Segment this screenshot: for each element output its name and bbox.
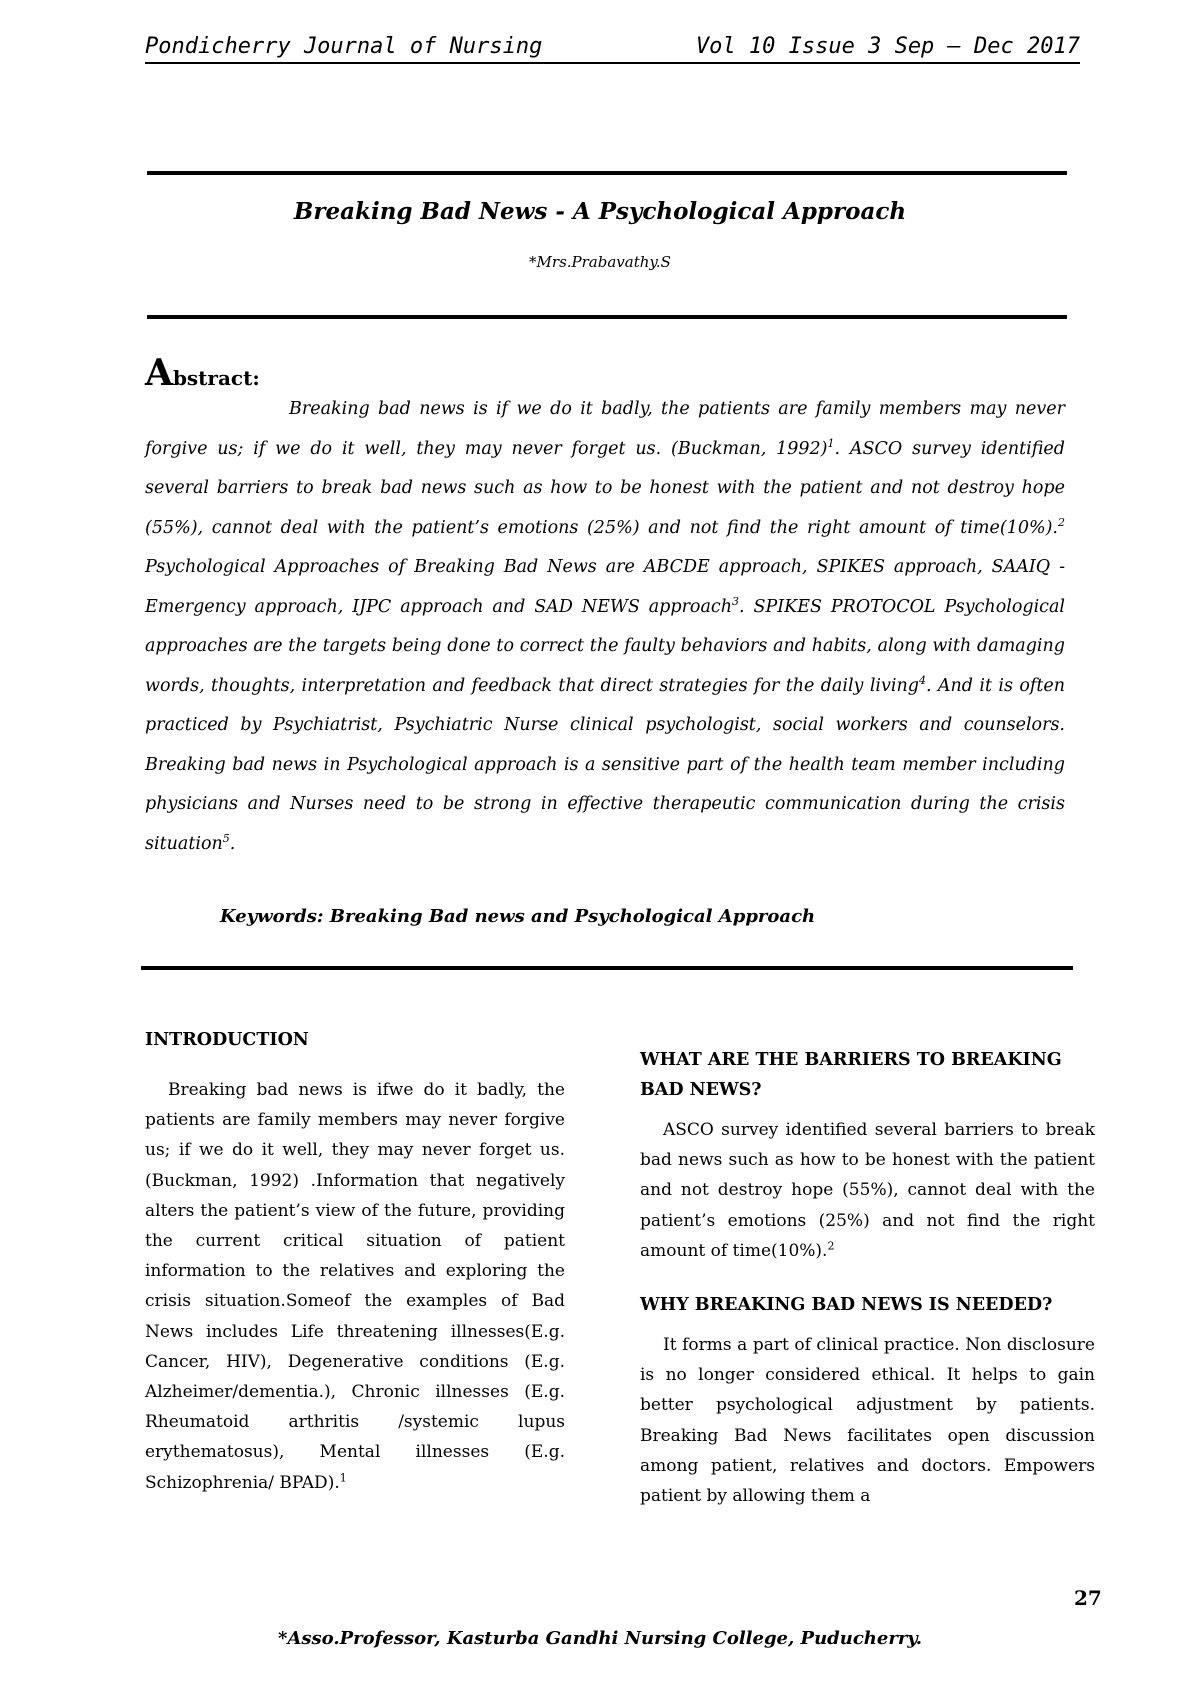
journal-name: Pondicherry Journal of Nursing <box>145 34 543 59</box>
introduction-ref: 1 <box>339 1470 347 1484</box>
abstract-text-5: . And it is often practiced by Psychiatrist, Psychiatric Nurse clinical psychologist, social workers and counselors. Breaking bad news in Psychological approach is a sensitive part of the health team member including physicians and Nurses need to be strong in effective therapeutic communication during the crisis situation <box>145 675 1065 854</box>
barriers-ref: 2 <box>827 1239 835 1253</box>
abstract-ref-3: 3 <box>731 594 739 608</box>
abstract-text-3: Psychological Approaches of Breaking Bad News are ABCDE approach, SPIKES approach, SAAIQ - Emergency approach, IJPC approach and SAD NEWS approach <box>145 557 1065 617</box>
introduction-text: Breaking bad news is ifwe do it badly, the patients are family members may never forgive us; if we do it well, they may never forget us. (Buckman, 1992) .Information that negatively alters the patient’s view of the future, providing the current critical situation of patient information to the relatives and exploring the crisis situation.Someof the examples of Bad News includes Life threatening illnesses(E.g. Cancer, HIV), Degenerative conditions (E.g. Alzheimer/dementia.), Chronic illnesses (E.g. Rheumatoid arthritis /systemic lupus erythematosus), Mental illnesses (E.g. Schizophrenia/ BPAD). <box>145 1080 565 1493</box>
abstract-text-6: . <box>229 833 236 854</box>
right-column <box>640 1045 1095 1511</box>
why-needed-paragraph: It forms a part of clinical practice. Non disclosure is no longer considered ethical. It helps to gain better psychological adjustment by patients. Breaking Bad News facilitates open discussion among patient, relatives and doctors. Empowers patient by allowing them a <box>640 1335 1095 1507</box>
title-bottom-rule <box>147 315 1067 319</box>
section-gap <box>640 1266 1095 1290</box>
keywords: Keywords: Breaking Bad news and Psychological Approach <box>220 906 816 927</box>
author-affiliation-footnote: *Asso.Professor, Kasturba Gandhi Nursing College, Puducherry. <box>278 1628 922 1649</box>
why-needed-heading: WHY BREAKING BAD NEWS IS NEEDED? <box>640 1295 1053 1316</box>
abstract-heading-rest: bstract: <box>172 366 260 390</box>
abstract-ref-4: 4 <box>918 673 926 687</box>
barriers-heading: WHAT ARE THE BARRIERS TO BREAKING BAD NEWS? <box>640 1050 1062 1100</box>
introduction-heading: INTRODUCTION <box>145 1030 309 1050</box>
abstract-body <box>145 390 1065 864</box>
introduction-paragraph <box>145 1075 565 1498</box>
abstract-ref-1: 1 <box>827 436 835 450</box>
abstract-heading <box>145 352 260 394</box>
abstract-text-4: . SPIKES PROTOCOL Psychological approaches are the targets being done to correct the faulty behaviors and habits, along with damaging words, thoughts, interpretation and feedback that direct strategies for the daily living <box>145 596 1065 696</box>
barriers-paragraph <box>640 1115 1095 1266</box>
page-number: 27 <box>1074 1586 1102 1610</box>
left-column <box>145 1025 565 1498</box>
running-header <box>145 34 1080 64</box>
abstract-bottom-rule <box>141 966 1073 970</box>
article-title: Breaking Bad News - A Psychological Approach <box>293 198 907 225</box>
abstract-ref-2: 2 <box>1058 515 1065 529</box>
barriers-text: ASCO survey identified several barriers to break bad news such as how to be honest with the patient and not destroy hope (55%), cannot deal with the patient’s emotions (25%) and not find the right amount of time(10%). <box>640 1120 1095 1261</box>
abstract-heading-initial: A <box>145 352 173 394</box>
title-top-rule <box>147 171 1067 175</box>
abstract-ref-5: 5 <box>222 831 230 845</box>
abstract-text-1: Breaking bad news is if we do it badly, the patients are family members may never forgive us; if we do it well, they may never forget us. (Buckman, 1992) <box>145 399 1065 459</box>
article-author: *Mrs.Prabavathy.S <box>529 253 671 271</box>
abstract-text-2: . ASCO survey identified several barriers to break bad news such as how to be honest with the patient and not destroy hope (55%), cannot deal with the patient’s emotions (25%) and not find the right amount of time(10%). <box>145 438 1065 538</box>
issue-info: Vol 10 Issue 3 Sep – Dec 2017 <box>695 34 1080 59</box>
